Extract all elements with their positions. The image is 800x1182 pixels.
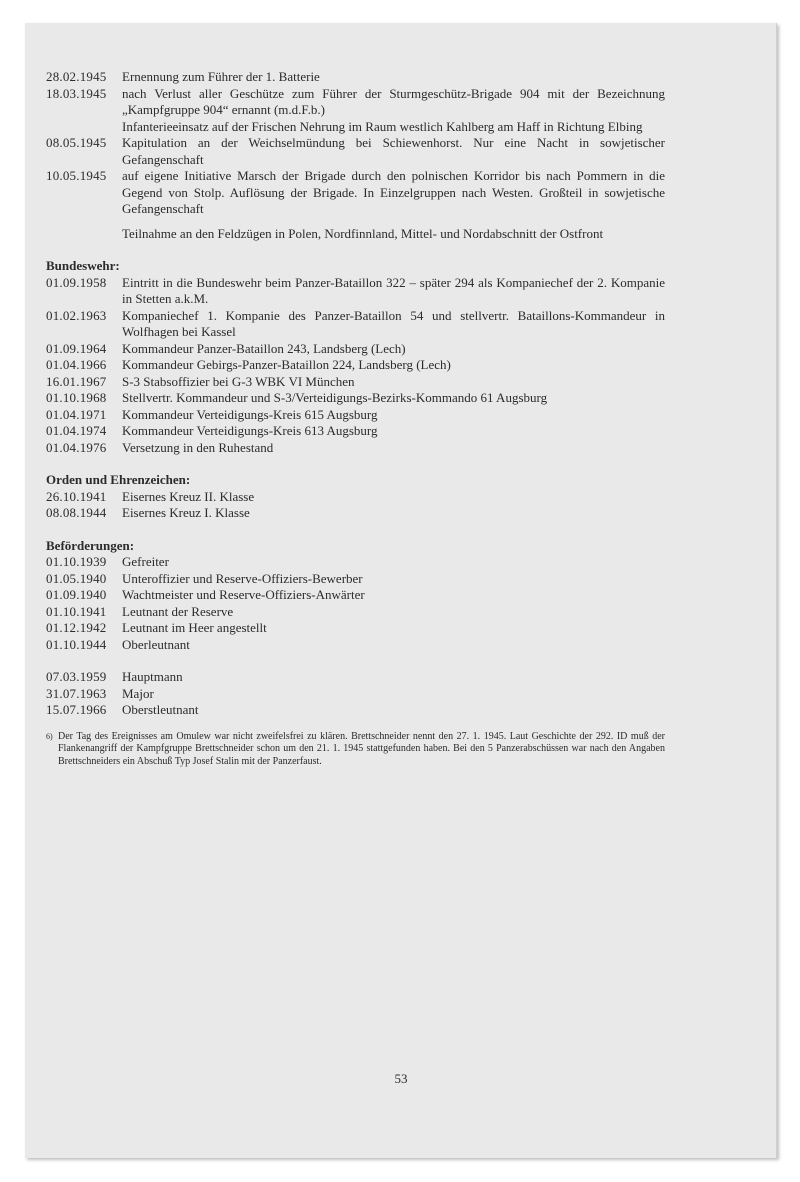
entry-date: 26.10.1941: [46, 488, 107, 504]
entry-row: [46, 423, 665, 440]
entry-date: 01.04.1976: [46, 439, 107, 455]
entry-date: 01.10.1939: [46, 554, 107, 569]
entry-text: Eintritt in die Bundeswehr beim Panzer-Bataillon 322 – später 294 als Kompaniechef der 2. Kompanie in Stetten a.k.M.: [122, 274, 665, 306]
entry-text: Versetzung in den Ruhestand: [122, 439, 274, 455]
befoerderungen-heading: Beförderungen:: [46, 537, 135, 553]
entry-row: [46, 357, 665, 374]
entry-date: 01.04.1974: [46, 423, 107, 438]
befoerderungen-entries: [46, 554, 665, 653]
entry-row: [46, 571, 665, 588]
entry-row: [46, 168, 665, 218]
entry-row: [46, 489, 665, 506]
entry-date: 08.05.1945: [46, 135, 107, 150]
entry-row: [46, 119, 665, 136]
entry-date: 01.02.1963: [46, 307, 107, 323]
bundeswehr-entries: [46, 275, 665, 457]
entry-row: [46, 69, 665, 86]
entry-row: [46, 374, 665, 391]
entry-row: [46, 308, 665, 341]
entry-date: 07.03.1959: [46, 669, 107, 684]
bundeswehr-heading: Bundeswehr:: [46, 258, 120, 273]
entry-text: Ernennung zum Führer der 1. Batterie: [122, 69, 320, 84]
entry-date: 01.09.1964: [46, 340, 107, 356]
entry-text: S-3 Stabsoffizier bei G-3 WBK VI München: [122, 373, 355, 389]
entry-date: 18.03.1945: [46, 85, 107, 101]
entry-text: Leutnant im Heer angestellt: [122, 620, 267, 635]
entry-date: 15.07.1966: [46, 702, 107, 717]
page-content: [46, 69, 665, 768]
entry-text: Kommandeur Panzer-Bataillon 243, Landsberg (Lech): [122, 340, 406, 356]
entry-row: [46, 390, 665, 407]
entry-date: 16.01.1967: [46, 373, 107, 389]
entry-row: [46, 669, 665, 686]
entry-row: [46, 702, 665, 719]
entry-row: [46, 407, 665, 424]
orden-entries: [46, 489, 665, 522]
entry-row: [46, 86, 665, 119]
entry-row: [46, 135, 665, 168]
entry-date: 28.02.1945: [46, 69, 107, 84]
entry-text: Major: [122, 685, 154, 701]
entry-date: [46, 119, 122, 136]
entry-row: [46, 620, 665, 637]
entry-row: [46, 440, 665, 457]
entry-date: 31.07.1963: [46, 685, 107, 701]
entry-row: [46, 604, 665, 621]
entry-text: Eisernes Kreuz II. Klasse: [122, 488, 255, 504]
entry-date: 01.09.1940: [46, 587, 107, 602]
entry-row: [46, 686, 665, 703]
entry-date: 01.10.1941: [46, 603, 107, 619]
entry-text: Oberleutnant: [122, 636, 190, 652]
entry-text: Gefreiter: [122, 554, 169, 569]
orden-heading: Orden und Ehrenzeichen:: [46, 472, 191, 487]
befoerderungen-entries-later: [46, 669, 665, 719]
entry-row: [46, 505, 665, 522]
entry-date: 01.05.1940: [46, 570, 107, 586]
entry-date: 08.08.1944: [46, 505, 107, 520]
entry-row: [46, 637, 665, 654]
entry-text: Leutnant der Reserve: [122, 603, 234, 619]
entry-date: 01.04.1966: [46, 357, 107, 372]
document-page: [25, 23, 777, 1158]
entry-text: Oberstleutnant: [122, 702, 199, 717]
footnote-mark: 6): [46, 731, 53, 741]
entry-text: Stellvertr. Kommandeur und S-3/Verteidigungs-Bezirks-Kommando 61 Augsburg: [122, 390, 548, 405]
footnote: [46, 731, 665, 769]
entry-date: 01.12.1942: [46, 620, 107, 635]
campaign-note: Teilnahme an den Feldzügen in Polen, Nordfinnland, Mittel- und Nordabschnitt der Ostfront: [122, 225, 604, 241]
entry-date: 01.10.1968: [46, 390, 107, 405]
entry-row: [46, 275, 665, 308]
top-entries: [46, 69, 665, 218]
entry-date: 10.05.1945: [46, 168, 107, 183]
entry-date: 01.10.1944: [46, 636, 107, 652]
entry-text: Kommandeur Verteidigungs-Kreis 615 Augsburg: [122, 406, 378, 422]
entry-text: Unteroffizier und Reserve-Offiziers-Bewerber: [122, 570, 363, 586]
entry-date: 01.04.1971: [46, 406, 107, 422]
entry-text: Wachtmeister und Reserve-Offiziers-Anwärter: [122, 587, 365, 602]
entry-date: 01.09.1958: [46, 274, 107, 290]
entry-text: Hauptmann: [122, 669, 183, 684]
entry-text: Kapitulation an der Weichselmündung bei Schiewenhorst. Nur eine Nacht in sowjetischer Gefangenschaft: [122, 135, 665, 167]
entry-text: Kommandeur Gebirgs-Panzer-Bataillon 224, Landsberg (Lech): [122, 357, 451, 372]
entry-text: auf eigene Initiative Marsch der Brigade durch den polnischen Korridor bis nach Pommern in die Gegend von Stolp. Auflösung der Brigade. In Einzelgruppen nach Westen. Großteil in sowjetische Gefangenschaft: [122, 168, 665, 216]
page-number: 53: [394, 1071, 408, 1086]
entry-text: nach Verlust aller Geschütze zum Führer der Sturmgeschütz-Brigade 904 mit der Bezeichnung „Kampfgruppe 904“ ernannt (m.d.F.b.): [122, 85, 665, 117]
entry-text: Kompaniechef 1. Kompanie des Panzer-Bataillon 54 und stellvertr. Bataillons-Kommandeur in Wolfhagen bei Kassel: [122, 307, 665, 339]
entry-row: [46, 341, 665, 358]
entry-text: Eisernes Kreuz I. Klasse: [122, 505, 250, 520]
entry-row: [46, 587, 665, 604]
entry-text: Infanterieeinsatz auf der Frischen Nehrung im Raum westlich Kahlberg am Haff in Richtung Elbing: [122, 118, 643, 134]
entry-text: Kommandeur Verteidigungs-Kreis 613 Augsburg: [122, 423, 378, 438]
footnote-text: Der Tag des Ereignisses am Omulew war nicht zweifelsfrei zu klären. Brettschneider nennt den 27. 1. 1945. Laut Geschichte der 292. ID muß der Flankenangriff der Kampfgruppe Brettschneider schon um den 21. 1. 1945 stattgefunden haben. Bei den 5 Panzerabschüssen war nach den Angaben Brettschneiders ein Abschuß Typ Josef Stalin mit der Panzerfaust.: [58, 730, 665, 767]
entry-row: [46, 554, 665, 571]
